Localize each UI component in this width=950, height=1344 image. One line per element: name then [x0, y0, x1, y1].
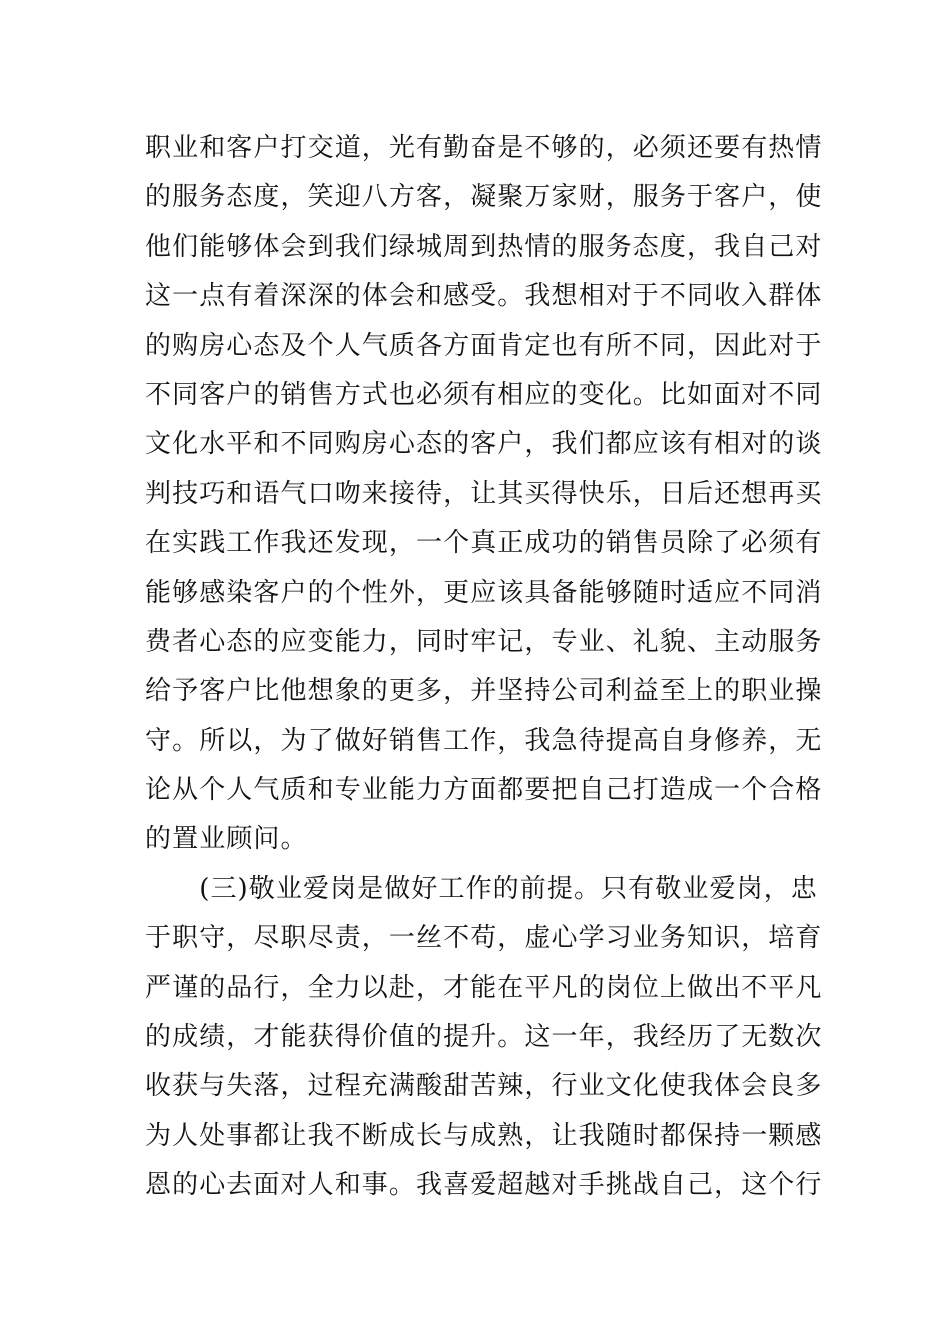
text-line: 为人处事都让我不断成长与成熟，让我随时都保持一颗感	[145, 1120, 823, 1151]
text-line: 文化水平和不同购房心态的客户，我们都应该有相对的谈	[145, 429, 823, 460]
text-line: 判技巧和语气口吻来接待，让其买得快乐，日后还想再买	[145, 478, 823, 509]
text-line: 论从个人气质和专业能力方面都要把自己打造成一个合格	[145, 775, 823, 806]
text-line: 收获与失落，过程充满酸甜苦辣，行业文化使我体会良多	[145, 1071, 823, 1102]
text-line: 他们能够体会到我们绿城周到热情的服务态度，我自己对	[145, 231, 823, 262]
text-line: 职业和客户打交道，光有勤奋是不够的，必须还要有热情	[145, 133, 823, 163]
text-line: 的购房心态及个人气质各方面肯定也有所不同，因此对于	[145, 330, 823, 361]
text-line: 费者心态的应变能力，同时牢记，专业、礼貌、主动服务	[145, 626, 823, 657]
text-line: 守。所以，为了做好销售工作，我急待提高自身修养，无	[145, 725, 823, 756]
text-line: 在实践工作我还发现，一个真正成功的销售员除了必须有	[145, 528, 823, 559]
text-line: 的服务态度，笑迎八方客，凝聚万家财，服务于客户，使	[145, 182, 823, 213]
text-line: 能够感染客户的个性外，更应该具备能够随时适应不同消	[145, 577, 823, 608]
text-line: 不同客户的销售方式也必须有相应的变化。比如面对不同	[145, 379, 823, 410]
body-text	[145, 124, 823, 1211]
text-line: 给予客户比他想象的更多，并坚持公司利益至上的职业操	[145, 676, 823, 707]
text-line: 这一点有着深深的体会和感受。我想相对于不同收入群体	[145, 281, 823, 312]
text-line: 于职守，尽职尽责，一丝不苟，虚心学习业务知识，培育	[145, 923, 823, 954]
text-line: (三)敬业爱岗是做好工作的前提。只有敬业爱岗，忠	[145, 873, 818, 904]
text-line: 的置业顾问。	[145, 824, 308, 855]
text-line: 恩的心去面对人和事。我喜爱超越对手挑战自己，这个行	[145, 1170, 823, 1201]
text-line: 的成绩，才能获得价值的提升。这一年，我经历了无数次	[145, 1022, 823, 1053]
text-line: 严谨的品行，全力以赴，才能在平凡的岗位上做出不平凡	[145, 972, 823, 1003]
